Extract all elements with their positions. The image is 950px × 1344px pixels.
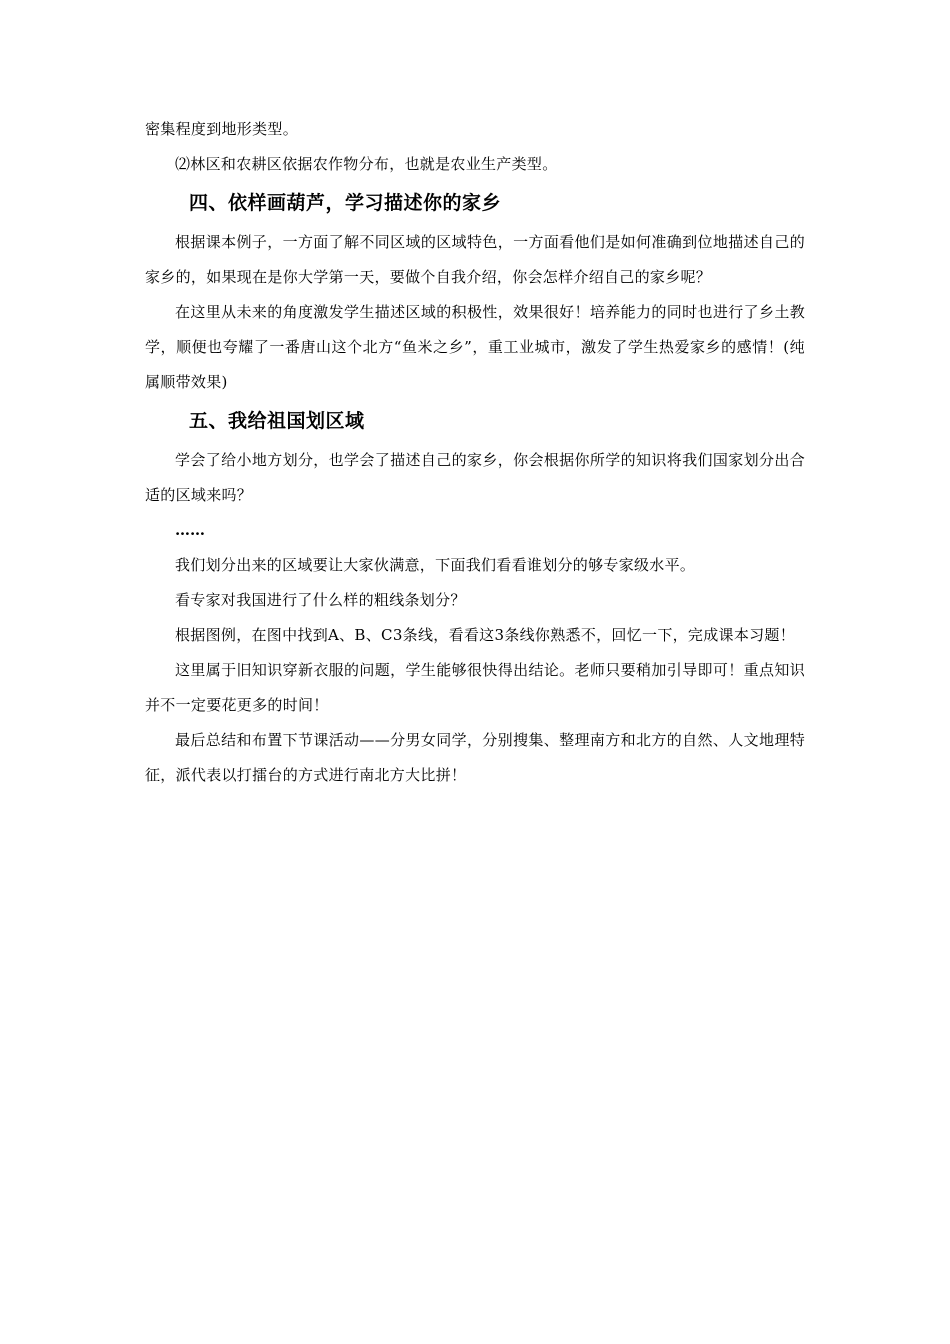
paragraph-4-2: 在这里从未来的角度激发学生描述区域的积极性，效果很好！培养能力的同时也进行了乡土教学，顺便也夸耀了一番唐山这个北方“鱼米之乡”，重工业城市，激发了学生热爱家乡的感情！(纯属顺带效果) [145,303,805,391]
paragraph-5-4: 根据图例，在图中找到A、B、C3条线，看看这3条线你熟悉不，回忆一下，完成课本习题！ [175,626,796,644]
paragraph-5-1: 学会了给小地方划分，也学会了描述自己的家乡，你会根据你所学的知识将我们国家划分出合适的区域来吗？ [145,451,805,504]
paragraph-5-3: 看专家对我国进行了什么样的粗线条划分？ [175,591,466,609]
paragraph-4-1: 根据课本例子，一方面了解不同区域的区域特色，一方面看他们是如何准确到位地描述自己的家乡的，如果现在是你大学第一天，要做个自我介绍，你会怎样介绍自己的家乡呢？ [145,233,805,286]
paragraph-5-5: 这里属于旧知识穿新衣服的问题，学生能够很快得出结论。老师只要稍加引导即可！重点知识并不一定要花更多的时间！ [145,661,805,714]
paragraph-forest-farmland: ⑵林区和农耕区依据农作物分布，也就是农业生产类型。 [175,155,558,173]
section-heading-5: 五、我给祖国划区域 [189,410,365,432]
paragraph-5-2: 我们划分出来的区域要让大家伙满意，下面我们看看谁划分的够专家级水平。 [175,556,696,574]
paragraph-continued: 密集程度到地形类型。 [145,120,299,138]
section-heading-4: 四、依样画葫芦，学习描述你的家乡 [189,192,502,214]
document-page [145,112,805,793]
ellipsis-line: …… [175,521,205,539]
paragraph-5-6: 最后总结和布置下节课活动——分男女同学，分别搜集、整理南方和北方的自然、人文地理特征，派代表以打擂台的方式进行南北方大比拼！ [145,731,805,784]
